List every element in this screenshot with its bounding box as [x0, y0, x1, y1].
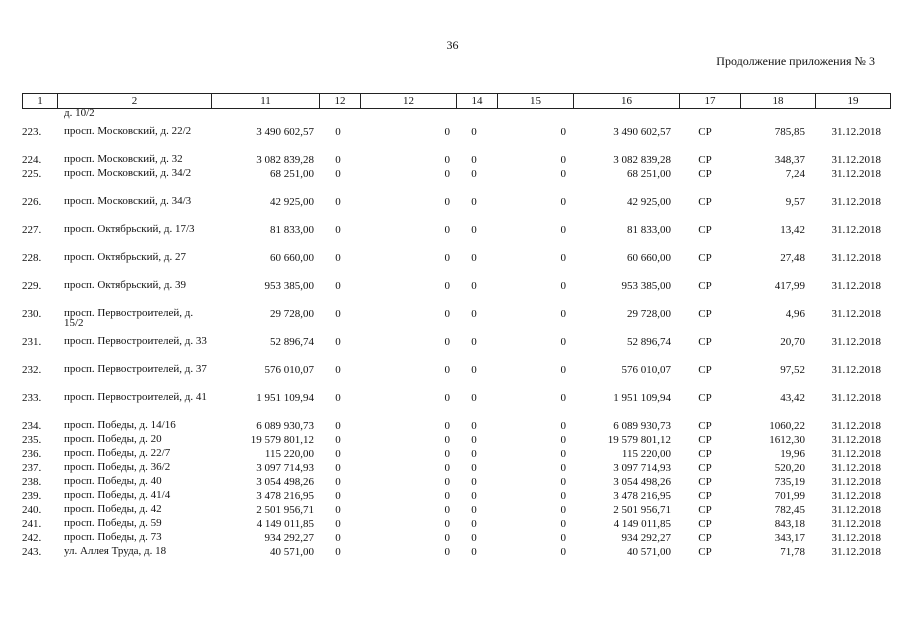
col-15-cell: 0 [560, 420, 566, 432]
column-header: 19 [816, 94, 891, 109]
col-19-cell: 31.12.2018 [831, 490, 881, 502]
col-15-cell: 0 [560, 462, 566, 474]
col-14-cell: 0 [471, 434, 477, 446]
col-16-cell: 1 951 109,94 [613, 392, 671, 404]
col-12-cell: 0 [335, 462, 341, 474]
col-12b-cell: 0 [444, 364, 450, 376]
col-15-cell: 0 [560, 336, 566, 348]
table-row [22, 490, 882, 504]
col-14-cell: 0 [471, 420, 477, 432]
column-header: 2 [58, 94, 212, 109]
col-19-cell: 31.12.2018 [831, 308, 881, 320]
col-12-cell: 0 [335, 476, 341, 488]
col-19-cell: 31.12.2018 [831, 518, 881, 530]
col-17-cell: СР [698, 462, 712, 474]
col-19-cell: 31.12.2018 [831, 392, 881, 404]
col-12-cell: 0 [335, 420, 341, 432]
col-12-cell: 0 [335, 224, 341, 236]
col-18-cell: 735,19 [774, 476, 805, 488]
address-cell: просп. Победы, д. 59 [64, 517, 162, 529]
col-12-cell: 0 [335, 434, 341, 446]
col-11-cell: 3 082 839,28 [256, 154, 314, 166]
col-14-cell: 0 [471, 168, 477, 180]
address-cell: просп. Октябрьский, д. 27 [64, 251, 187, 263]
col-16-cell: 81 833,00 [627, 224, 671, 236]
table-row [22, 392, 882, 420]
col-15-cell: 0 [560, 546, 566, 558]
address-cell: просп. Первостроителей, д. 41 [64, 391, 207, 403]
col-18-cell: 97,52 [780, 364, 805, 376]
row-number: 232. [22, 364, 42, 376]
col-11-cell: 934 292,27 [264, 532, 314, 544]
col-16-cell: 19 579 801,12 [607, 434, 671, 446]
col-16-cell: 3 054 498,26 [613, 476, 671, 488]
address-cell: просп. Московский, д. 22/2 [64, 125, 192, 137]
col-18-cell: 4,96 [785, 308, 805, 320]
col-12b-cell: 0 [444, 504, 450, 516]
col-14-cell: 0 [471, 224, 477, 236]
table-row [22, 518, 882, 532]
col-15-cell: 0 [560, 224, 566, 236]
col-18-cell: 785,85 [774, 126, 805, 138]
col-14-cell: 0 [471, 336, 477, 348]
address-cell: просп. Первостроителей, д. 37 [64, 363, 207, 375]
address-cell: ул. Аллея Труда, д. 18 [64, 545, 167, 557]
col-17-cell: СР [698, 224, 712, 236]
col-17-cell: СР [698, 154, 712, 166]
col-11-cell: 81 833,00 [270, 224, 314, 236]
table-row [22, 252, 882, 280]
col-19-cell: 31.12.2018 [831, 168, 881, 180]
col-11-cell: 953 385,00 [264, 280, 314, 292]
col-15-cell: 0 [560, 364, 566, 376]
table-row [22, 532, 882, 546]
col-14-cell: 0 [471, 504, 477, 516]
col-15-cell: 0 [560, 308, 566, 320]
col-15-cell: 0 [560, 476, 566, 488]
col-11-cell: 2 501 956,71 [256, 504, 314, 516]
col-18-cell: 843,18 [774, 518, 805, 530]
col-12-cell: 0 [335, 518, 341, 530]
col-14-cell: 0 [471, 154, 477, 166]
col-15-cell: 0 [560, 168, 566, 180]
table-body [22, 126, 882, 560]
col-17-cell: СР [698, 490, 712, 502]
col-14-cell: 0 [471, 252, 477, 264]
col-12b-cell: 0 [444, 168, 450, 180]
col-17-cell: СР [698, 518, 712, 530]
col-11-cell: 3 054 498,26 [256, 476, 314, 488]
table-row [22, 546, 882, 560]
column-header: 12 [361, 94, 457, 109]
row-number: 241. [22, 518, 42, 530]
col-18-cell: 19,96 [780, 448, 805, 460]
col-16-cell: 3 082 839,28 [613, 154, 671, 166]
col-19-cell: 31.12.2018 [831, 224, 881, 236]
continuation-caption: Продолжение приложения № 3 [716, 54, 875, 68]
col-18-cell: 343,17 [774, 532, 805, 544]
col-12b-cell: 0 [444, 308, 450, 320]
col-14-cell: 0 [471, 462, 477, 474]
col-16-cell: 3 097 714,93 [613, 462, 671, 474]
row-number: 242. [22, 532, 42, 544]
col-16-cell: 4 149 011,85 [613, 518, 671, 530]
address-cell: просп. Московский, д. 34/2 [64, 167, 192, 179]
table-row [22, 448, 882, 462]
col-14-cell: 0 [471, 490, 477, 502]
col-18-cell: 782,45 [774, 504, 805, 516]
page-number: 36 [446, 38, 459, 52]
column-header: 15 [498, 94, 574, 109]
col-14-cell: 0 [471, 126, 477, 138]
col-12b-cell: 0 [444, 154, 450, 166]
address-cell: просп. Победы, д. 22/7 [64, 447, 171, 459]
col-19-cell: 31.12.2018 [831, 126, 881, 138]
row-number: 240. [22, 504, 42, 516]
col-18-cell: 348,37 [774, 154, 805, 166]
col-18-cell: 71,78 [780, 546, 805, 558]
col-19-cell: 31.12.2018 [831, 252, 881, 264]
col-17-cell: СР [698, 252, 712, 264]
col-17-cell: СР [698, 546, 712, 558]
col-11-cell: 40 571,00 [270, 546, 314, 558]
col-18-cell: 701,99 [774, 490, 805, 502]
col-15-cell: 0 [560, 392, 566, 404]
col-11-cell: 3 097 714,93 [256, 462, 314, 474]
col-15-cell: 0 [560, 518, 566, 530]
table-row [22, 224, 882, 252]
col-12b-cell: 0 [444, 280, 450, 292]
col-19-cell: 31.12.2018 [831, 434, 881, 446]
row-number: 243. [22, 546, 42, 558]
col-15-cell: 0 [560, 196, 566, 208]
table-row [22, 280, 882, 308]
address-cell: просп. Московский, д. 34/3 [64, 195, 192, 207]
col-11-cell: 60 660,00 [270, 252, 314, 264]
row-number: 225. [22, 168, 42, 180]
col-11-cell: 3 490 602,57 [256, 126, 314, 138]
row-number: 239. [22, 490, 42, 502]
col-15-cell: 0 [560, 490, 566, 502]
table-row [22, 364, 882, 392]
col-11-cell: 4 149 011,85 [256, 518, 314, 530]
col-12-cell: 0 [335, 308, 341, 320]
col-12-cell: 0 [335, 448, 341, 460]
col-12-cell: 0 [335, 490, 341, 502]
col-14-cell: 0 [471, 392, 477, 404]
col-12-cell: 0 [335, 504, 341, 516]
column-header-table [22, 93, 891, 109]
col-12b-cell: 0 [444, 336, 450, 348]
table-row [22, 168, 882, 196]
col-12-cell: 0 [335, 532, 341, 544]
col-15-cell: 0 [560, 532, 566, 544]
row-number: 229. [22, 280, 42, 292]
row-number: 235. [22, 434, 42, 446]
col-12-cell: 0 [335, 252, 341, 264]
col-12b-cell: 0 [444, 126, 450, 138]
col-17-cell: СР [698, 448, 712, 460]
row-number: 234. [22, 420, 42, 432]
address-cell: просп. Победы, д. 41/4 [64, 489, 171, 501]
col-17-cell: СР [698, 476, 712, 488]
col-12b-cell: 0 [444, 532, 450, 544]
row-number: 224. [22, 154, 42, 166]
row-number: 236. [22, 448, 42, 460]
address-cell: просп. Первостроителей, д. 33 [64, 335, 207, 347]
col-16-cell: 2 501 956,71 [613, 504, 671, 516]
col-16-cell: 3 478 216,95 [613, 490, 671, 502]
col-12b-cell: 0 [444, 462, 450, 474]
col-16-cell: 42 925,00 [627, 196, 671, 208]
col-12b-cell: 0 [444, 490, 450, 502]
col-15-cell: 0 [560, 252, 566, 264]
col-12b-cell: 0 [444, 518, 450, 530]
row-number: 238. [22, 476, 42, 488]
col-12b-cell: 0 [444, 420, 450, 432]
col-12-cell: 0 [335, 196, 341, 208]
col-16-cell: 60 660,00 [627, 252, 671, 264]
col-19-cell: 31.12.2018 [831, 462, 881, 474]
col-17-cell: СР [698, 434, 712, 446]
table-row [22, 504, 882, 518]
col-12-cell: 0 [335, 126, 341, 138]
row-number: 230. [22, 308, 42, 320]
column-header-row [23, 94, 891, 109]
address-cell: просп. Победы, д. 40 [64, 475, 162, 487]
col-11-cell: 29 728,00 [270, 308, 314, 320]
address-cell: просп. Победы, д. 36/2 [64, 461, 171, 473]
col-16-cell: 953 385,00 [621, 280, 671, 292]
col-14-cell: 0 [471, 196, 477, 208]
col-11-cell: 42 925,00 [270, 196, 314, 208]
col-17-cell: СР [698, 126, 712, 138]
col-18-cell: 417,99 [774, 280, 805, 292]
col-12b-cell: 0 [444, 434, 450, 446]
column-header: 18 [741, 94, 816, 109]
col-14-cell: 0 [471, 532, 477, 544]
col-18-cell: 7,24 [785, 168, 805, 180]
col-11-cell: 576 010,07 [264, 364, 314, 376]
col-14-cell: 0 [471, 518, 477, 530]
col-11-cell: 6 089 930,73 [256, 420, 314, 432]
col-19-cell: 31.12.2018 [831, 448, 881, 460]
col-12-cell: 0 [335, 364, 341, 376]
col-14-cell: 0 [471, 546, 477, 558]
col-17-cell: СР [698, 504, 712, 516]
col-17-cell: СР [698, 308, 712, 320]
col-18-cell: 20,70 [780, 336, 805, 348]
col-16-cell: 68 251,00 [627, 168, 671, 180]
col-12b-cell: 0 [444, 448, 450, 460]
col-18-cell: 520,20 [774, 462, 805, 474]
row-number: 226. [22, 196, 42, 208]
col-12b-cell: 0 [444, 196, 450, 208]
col-17-cell: СР [698, 280, 712, 292]
column-header: 1 [23, 94, 58, 109]
col-11-cell: 3 478 216,95 [256, 490, 314, 502]
col-18-cell: 1612,30 [769, 434, 805, 446]
col-19-cell: 31.12.2018 [831, 280, 881, 292]
address-cell: просп. Первостроителей, д. 15/2 [64, 307, 194, 329]
row-number: 233. [22, 392, 42, 404]
address-cell: просп. Победы, д. 42 [64, 503, 162, 515]
column-header: 12 [320, 94, 361, 109]
col-16-cell: 40 571,00 [627, 546, 671, 558]
address-cell: просп. Победы, д. 14/16 [64, 419, 176, 431]
col-14-cell: 0 [471, 364, 477, 376]
col-11-cell: 1 951 109,94 [256, 392, 314, 404]
table-row [22, 308, 882, 336]
col-12-cell: 0 [335, 280, 341, 292]
col-15-cell: 0 [560, 448, 566, 460]
col-15-cell: 0 [560, 280, 566, 292]
col-19-cell: 31.12.2018 [831, 196, 881, 208]
table-row [22, 196, 882, 224]
row-number: 223. [22, 126, 42, 138]
col-17-cell: СР [698, 532, 712, 544]
col-18-cell: 43,42 [780, 392, 805, 404]
col-15-cell: 0 [560, 504, 566, 516]
col-14-cell: 0 [471, 448, 477, 460]
col-14-cell: 0 [471, 280, 477, 292]
address-cell: просп. Московский, д. 32 [64, 153, 183, 165]
table-row [22, 126, 882, 154]
col-12-cell: 0 [335, 168, 341, 180]
column-header: 17 [680, 94, 741, 109]
col-15-cell: 0 [560, 154, 566, 166]
col-12b-cell: 0 [444, 476, 450, 488]
col-12b-cell: 0 [444, 546, 450, 558]
col-19-cell: 31.12.2018 [831, 546, 881, 558]
col-11-cell: 115 220,00 [264, 448, 314, 460]
col-18-cell: 1060,22 [769, 420, 805, 432]
col-12-cell: 0 [335, 392, 341, 404]
col-17-cell: СР [698, 196, 712, 208]
col-12b-cell: 0 [444, 224, 450, 236]
table-row [22, 154, 882, 168]
col-17-cell: СР [698, 420, 712, 432]
col-14-cell: 0 [471, 476, 477, 488]
col-11-cell: 68 251,00 [270, 168, 314, 180]
col-12b-cell: 0 [444, 252, 450, 264]
column-header: 16 [574, 94, 680, 109]
col-14-cell: 0 [471, 308, 477, 320]
table-row [22, 336, 882, 364]
col-19-cell: 31.12.2018 [831, 476, 881, 488]
col-15-cell: 0 [560, 126, 566, 138]
address-cell: просп. Победы, д. 20 [64, 433, 162, 445]
col-19-cell: 31.12.2018 [831, 420, 881, 432]
column-header: 11 [212, 94, 320, 109]
row-number: 227. [22, 224, 42, 236]
col-16-cell: 52 896,74 [627, 336, 671, 348]
col-18-cell: 27,48 [780, 252, 805, 264]
column-header: 14 [457, 94, 498, 109]
col-12-cell: 0 [335, 336, 341, 348]
col-12-cell: 0 [335, 546, 341, 558]
col-11-cell: 52 896,74 [270, 336, 314, 348]
col-16-cell: 576 010,07 [621, 364, 671, 376]
col-16-cell: 115 220,00 [621, 448, 671, 460]
col-19-cell: 31.12.2018 [831, 532, 881, 544]
col-16-cell: 29 728,00 [627, 308, 671, 320]
col-17-cell: СР [698, 336, 712, 348]
table-row [22, 476, 882, 490]
col-18-cell: 9,57 [785, 196, 805, 208]
table-row [22, 420, 882, 434]
col-19-cell: 31.12.2018 [831, 336, 881, 348]
col-12b-cell: 0 [444, 392, 450, 404]
col-19-cell: 31.12.2018 [831, 154, 881, 166]
col-11-cell: 19 579 801,12 [250, 434, 314, 446]
address-cell: просп. Победы, д. 73 [64, 531, 162, 543]
col-15-cell: 0 [560, 434, 566, 446]
col-17-cell: СР [698, 168, 712, 180]
address-cell: просп. Октябрьский, д. 39 [64, 279, 187, 291]
col-12-cell: 0 [335, 154, 341, 166]
continued-address-fragment: д. 10/2 [64, 107, 95, 119]
col-16-cell: 6 089 930,73 [613, 420, 671, 432]
col-17-cell: СР [698, 364, 712, 376]
col-18-cell: 13,42 [780, 224, 805, 236]
address-cell: просп. Октябрьский, д. 17/3 [64, 223, 195, 235]
col-19-cell: 31.12.2018 [831, 504, 881, 516]
table-row [22, 434, 882, 448]
row-number: 237. [22, 462, 42, 474]
col-16-cell: 3 490 602,57 [613, 126, 671, 138]
table-row [22, 462, 882, 476]
row-number: 231. [22, 336, 42, 348]
col-19-cell: 31.12.2018 [831, 364, 881, 376]
row-number: 228. [22, 252, 42, 264]
col-17-cell: СР [698, 392, 712, 404]
col-16-cell: 934 292,27 [621, 532, 671, 544]
